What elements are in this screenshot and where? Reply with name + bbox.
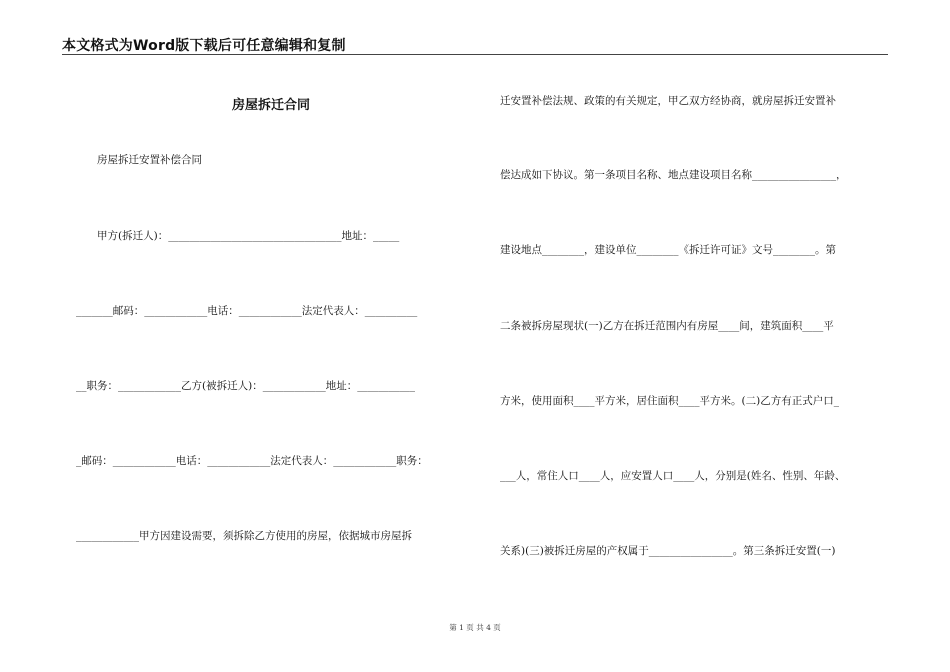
- body-line: __职务：____________乙方(被拆迁人)：____________地址：___________: [76, 380, 415, 392]
- body-line: ___人，常住人口____人，应安置人口____人，分别是(姓名、性别、年龄、: [500, 470, 846, 482]
- body-line: 方米，使用面积____平方米，居住面积____平方米。(二)乙方有正式户口_: [500, 395, 839, 407]
- body-line: 迁安置补偿法规、政策的有关规定，甲乙双方经协商，就房屋拆迁安置补: [500, 95, 836, 107]
- document-title: 房屋拆迁合同: [231, 98, 310, 113]
- header-text: 本文格式为Word版下载后可任意编辑和复制: [62, 38, 346, 54]
- body-line: 二条被拆房屋现状(一)乙方在拆迁范围内有房屋____间，建筑面积____平: [500, 320, 834, 332]
- page-number: 第 1 页 共 4 页: [449, 623, 501, 632]
- body-line: 偿达成如下协议。第一条项目名称、地点建设项目名称________________，: [500, 169, 847, 181]
- body-line: _邮码：____________电话：____________法定代表人：____________职务：: [76, 455, 428, 467]
- body-line: 甲方(拆迁人)：_________________________________地址：_____: [76, 230, 400, 242]
- body-line: _______邮码：____________电话：____________法定代表人：__________: [76, 305, 418, 317]
- body-line: 建设地点________，建设单位________《拆迁许可证》文号________。第: [500, 244, 836, 256]
- body-line: 关系)(三)被拆迁房屋的产权属于________________。第三条拆迁安置(一): [500, 545, 836, 557]
- body-line: 房屋拆迁安置补偿合同: [76, 154, 202, 166]
- body-line: ____________甲方因建设需要，须拆除乙方使用的房屋，依据城市房屋拆: [76, 530, 412, 542]
- page-header: [62, 34, 888, 55]
